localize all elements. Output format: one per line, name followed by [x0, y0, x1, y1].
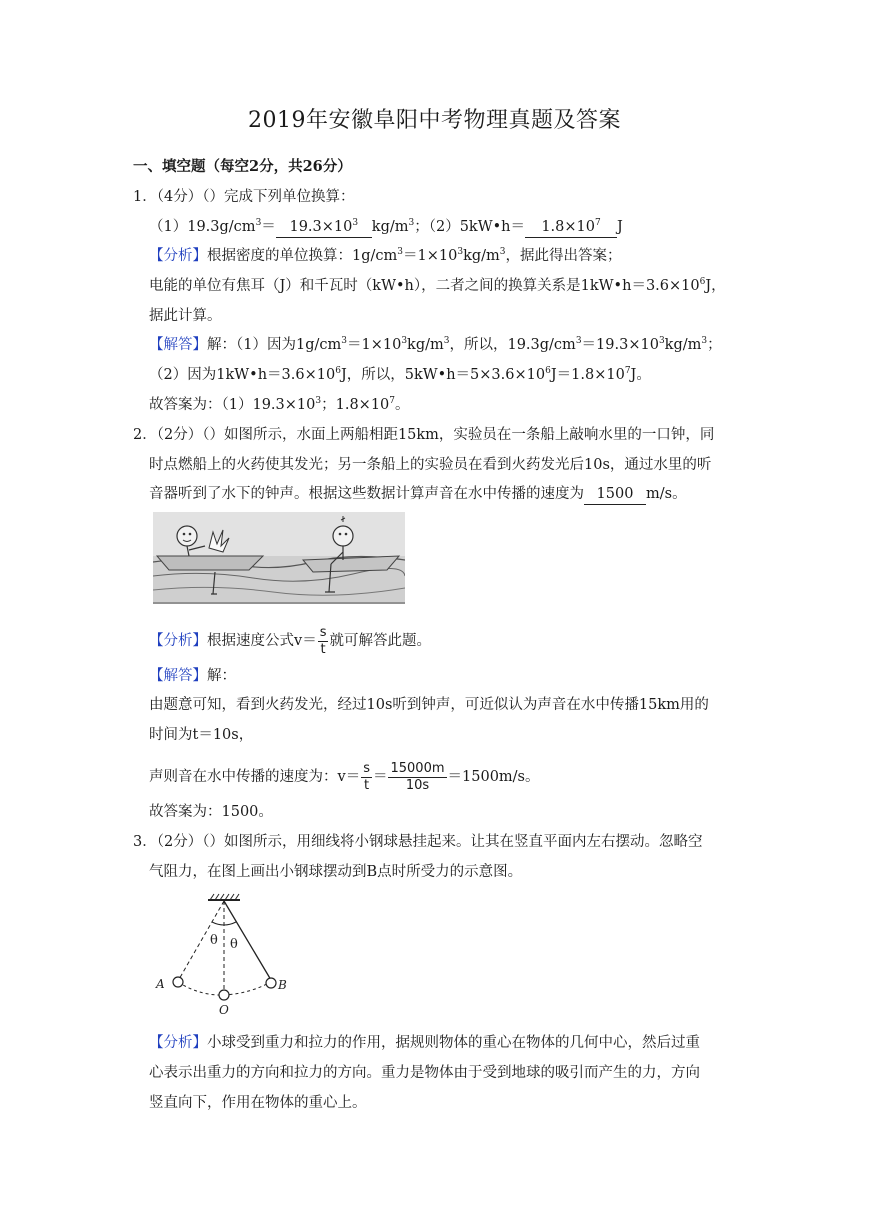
solution-tag: 【解答】: [149, 337, 207, 353]
q2-solution-head: 【解答】解：: [149, 668, 236, 684]
q2-stem-line3: 音器听到了水下的钟声。根据这些数据计算声音在水中传播的速度为 1500 m/s。: [149, 484, 687, 505]
q1-answer-1: 19.3×10: [289, 219, 353, 235]
q1-answer-2: 1.8×10: [541, 219, 595, 235]
page-title: 2019年安徽阜阳中考物理真题及答案: [248, 108, 621, 133]
q1-analysis-line3: 据此计算。: [149, 308, 222, 324]
theta-label-right: θ: [230, 937, 238, 952]
q3-stem-line1: 3．（2分）（）如图所示，用细线将小钢球悬挂起来。让其在竖直平面内左右摆动。忽略空: [133, 834, 703, 850]
q1-analysis-line2: 电能的单位有焦耳（J）和千瓦时（kW•h），二者之间的换算关系是$1kW•h=3.6\times 10^6J$，: [149, 277, 726, 294]
velocity-fraction: $\frac{s}{t}$: [319, 624, 327, 657]
q1-final-answer: 故答案为：$(1)19.3\times 10^3$；$1.8\times 10^7$。: [149, 396, 410, 413]
q2-analysis: 【分析】根据速度公式v＝ $\frac{s}{t}$ 就可解答此题。: [149, 624, 431, 657]
point-a-label: A: [156, 977, 165, 991]
q1-stem: 1．（4分）（）完成下列单位换算：: [133, 189, 355, 205]
q1-solution-line2: （2）因为$1kW•h=3.6\times 10^6J$，所以，$5kW•h=5\times 3.6\times 10^6J=1.8\times 10^7J$。: [149, 366, 651, 383]
q2-final-answer: 故答案为：1500。: [149, 804, 273, 820]
speed-fraction-symbolic: $\frac{s}{t}$: [363, 760, 370, 793]
boats-illustration: [153, 512, 405, 604]
q2-solution-line1: 由题意可知，看到火药发光，经过10s听到钟声，可近似认为声音在水中传播15km用的: [149, 697, 709, 713]
q2-stem-line1: 2．（2分）（）如图所示，水面上两船相距15km，实验员在一条船上敲响水里的一口钟，同: [133, 427, 715, 443]
q3-analysis-line2: 心表示出重力的方向和拉力的方向。重力是物体由于受到地球的吸引而产生的力，方向: [149, 1065, 700, 1081]
q1-part1-line: $(1)19.3g/cm^3= 19.3\times 10^3$ $kg/m^3$；（2）5kW•h＝ $1.8\times 10^7$ J: [149, 217, 623, 238]
analysis-tag: 【分析】: [149, 633, 207, 649]
pendulum-diagram: [150, 892, 300, 1020]
analysis-tag: 【分析】: [149, 248, 207, 264]
q3-analysis-line1: 【分析】小球受到重力和拉力的作用，据规则物体的重心在物体的几何中心，然后过重: [149, 1035, 700, 1051]
q2-answer: 1500: [584, 484, 646, 505]
section-heading: 一、填空题（每空2分，共26分）: [133, 158, 352, 175]
theta-label-left: θ: [210, 933, 218, 948]
q1-solution-line1: 【解答】解：（1）因为$1g/cm^3=1\times 10^3kg/m^3$，所以，$19.3g/cm^3=19.3\times 10^3kg/m^3$；: [149, 336, 722, 353]
point-b-label: B: [278, 978, 287, 992]
point-o-label: O: [219, 1003, 229, 1017]
q2-stem-line2: 时点燃船上的火药使其发光；另一条船上的实验员在看到火药发光后10s，通过水里的听: [149, 457, 712, 473]
q2-solution-line2: 时间为t＝10s，: [149, 727, 254, 743]
q2-solution-line3: 声则音在水中传播的速度为：v＝ $\frac{s}{t}$ ＝ $\frac{15000m}{10s}$ ＝1500m/s。: [149, 760, 540, 793]
q3-stem-line2: 气阻力，在图上画出小钢球摆动到B点时所受力的示意图。: [149, 864, 523, 880]
q1-analysis-line1: 【分析】根据密度的单位换算：$1g/cm^3=1\times 10^3kg/m^3$，据此得出答案；: [149, 247, 622, 264]
q3-analysis-line3: 竖直向下，作用在物体的重心上。: [149, 1095, 367, 1111]
speed-fraction-numeric: $\frac{15000m}{10s}$: [390, 760, 445, 793]
analysis-tag: 【分析】: [149, 1035, 207, 1051]
solution-tag: 【解答】: [149, 668, 207, 684]
